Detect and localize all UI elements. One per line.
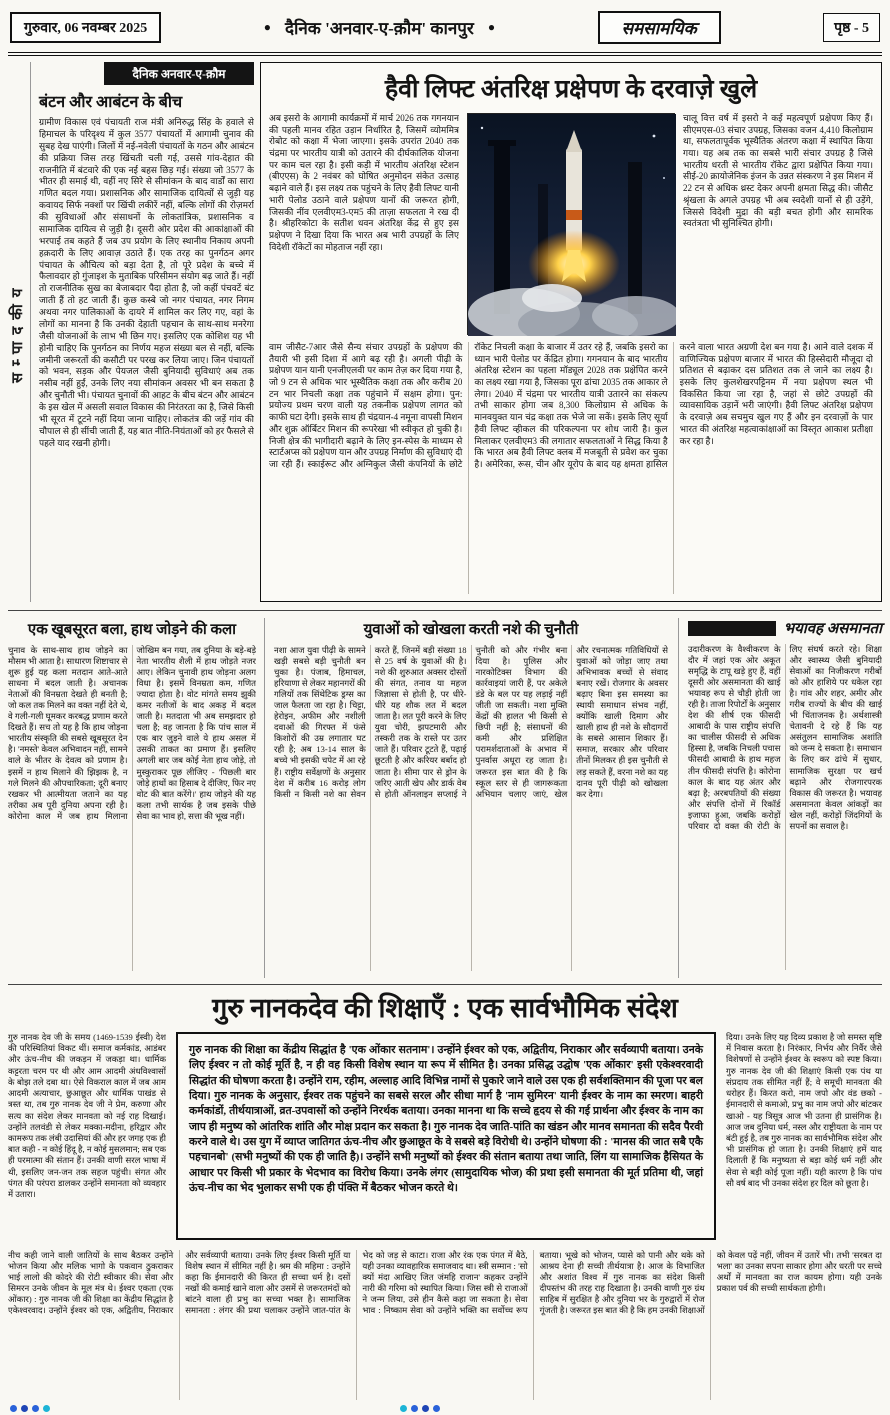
drugs-youth-body: नशा आज युवा पीढ़ी के सामने खड़ी सबसे बड़ी चुनौती बन चुका है। पंजाब, हिमाचल, हरियाणा से लेकर महानगरों की गलियों तक सिंथेटिक ड्रग्स का जाल फैलता जा रहा है। चिट्टा, हेरोइन, अफीम और नशीली दवाओं की गिरफ्त में फंसे किशोरों की उम्र लगातार घट रही है; अब 13-14 साल के बच्चे भी इसकी चपेट में आ रहे हैं। राष्ट्रीय सर्वेक्षणों के अनुसार देश में करीब 16 करोड़ लोग किसी न किसी नशे का सेवन करते हैं, जिनमें बड़ी संख्या 18 से 25 वर्ष के युवाओं की है। नशे की शुरुआत अक्सर दोस्तों की संगत, तनाव या महज जिज्ञासा से होती है, पर धीरे-धीरे यह शौक लत में बदल जाता है। लत पूरी करने के लिए युवा चोरी, झपटमारी और तस्करी तक के रास्ते पर उतर जाते हैं। परिवार टूटते हैं, पढ़ाई छूटती है और करियर बर्बाद हो जाता है। सीमा पार से ड्रोन के जरिए आती खेप और डार्क वेब से होती ऑनलाइन सप्लाई ने चुनौती को और गंभीर बना दिया है। पुलिस और नारकोटिक्स विभाग की कार्रवाइयां जारी हैं, पर अकेले डंडे के बल पर यह लड़ाई नहीं जीती जा सकती। नशा मुक्ति केंद्रों की हालत भी किसी से छिपी नहीं है; संसाधनों की कमी और प्रशिक्षित परामर्शदाताओं के अभाव में पुनर्वास अधूरा रह जाता है। जरूरत इस बात की है कि स्कूल स्तर से ही जागरूकता अभियान चलाए जाएं, खेल और रचनात्मक गतिविधियों से युवाओं को जोड़ा जाए तथा अभिभावक बच्चों से संवाद बनाए रखें। रोजगार के अवसर बढ़ाए बिना इस समस्या का स्थायी समाधान संभव नहीं, क्योंकि खाली दिमाग और खाली हाथ ही नशे के सौदागरों के सबसे आसान शिकार हैं। समाज, सरकार और परिवार तीनों मिलकर ही इस चुनौती से लड़ सकते हैं, वरना नशे का यह दानव पूरी पीढ़ी को खोखला कर देगा। — [274, 645, 668, 799]
inequality-headline: भयावह असमानता — [783, 621, 882, 637]
editorial-article — [8, 62, 254, 602]
masthead-rule — [8, 52, 882, 56]
dot-icon — [411, 1405, 418, 1412]
folded-hands-headline: एक खूबसूरत बला, हाथ जोड़ने की कला — [27, 622, 237, 638]
dot-icon — [400, 1405, 407, 1412]
print-marks-left — [10, 1405, 50, 1412]
date-box: गुरुवार, 06 नवम्बर 2025 — [10, 12, 161, 43]
editorial-content — [30, 62, 254, 602]
drugs-youth-headline: युवाओं को खोखला करती नशे की चुनौती — [363, 622, 579, 638]
bullet-icon: ● — [263, 20, 271, 34]
black-bar — [688, 621, 776, 636]
lead-article — [260, 62, 882, 602]
editorial-headline: बंटन और आबंटन के बीच — [39, 94, 183, 111]
lead-column-right: चालू वित्त वर्ष में इसरो ने कई महत्वपूर्ण प्रक्षेपण किए हैं। सीएमएस-03 संचार उपग्रह, जिसका वजन 4,410 किलोग्राम था, सफलतापूर्वक भूस्थैतिक अंतरण कक्षा में स्थापित किया गया। यह अब तक का सबसे भारी संचार उपग्रह है जिसे भारतीय धरती से भारतीय रॉकेट द्वारा प्रक्षेपित किया गया। सीई-20 क्रायोजेनिक इंजन के उन्नत संस्करण ने इस मिशन में 22 टन से अधिक थ्रस्ट देकर अपनी क्षमता सिद्ध की। जीसैट श्रृंखला के अगले उपग्रह भी अब स्वदेशी यानों से ही उड़ेंगे, जिससे विदेशी मुद्रा की बड़ी बचत होगी और सामरिक स्वतंत्रता भी सुनिश्चित होगी। — [683, 113, 873, 229]
editorial-body: ग्रामीण विकास एवं पंचायती राज मंत्री अनिरुद्ध सिंह के हवाले से हिमाचल के परिदृश्य में कुल 3577 पंचायतों में आगामी चुनाव की सुबह देख पाएंगी। जिलों में नई-नवेली पंचायतों के गठन और आबंटन की प्रक्रिया जिस तरह खिंचती चली गई, उससे गांव-देहात की राजनीति में बंटवारे की एक नई बहस छिड़ गई। संख्या जो 3577 के भीतर ही समाई थी, वहीं नए सिरे से सीमांकन के बाद वार्डों का सारा गणित बदल गया। प्रशासनिक और सामाजिक दायित्वों से जुड़ी यह कवायद सिर्फ नक्शों पर खिंची लकीरें नहीं, बल्कि लोगों की रोज़मर्रा की सुविधाओं और संसाधनों के लोकतांत्रिक, प्रशासनिक व सामाजिक दायित्व से जुड़ी है। दूसरी ओर प्रदेश की आकांक्षाओं की भरपाई तब कहते हैं जब उप प्रयोग के लिए स्थानीय निकाय अपनी हक़दारी के लिए आवाज़ उठाते हैं। एक तरह का पुनर्गठन अगर पंचायत के औचित्य को बड़ा देता है, तो पूरे प्रदेश के बच्चे में फैलावदार हो गुंजाइश के मुताबिक परिसीमन संयोग बढ़ जाते हैं। नहीं तो राजनीतिक सुख का बेजाबदार पैदा होता है, जो कहीं पंचवटें बंट जाती हैं तो हट जाती हैं। कुछ कस्बे जो नगर पंचायत, नगर निगम अथवा नगर पालिकाओं के दायरे में शामिल कर लिए गए, वहां के लोगों का मानना है कि उनकी देहाती पहचान के साथ-साथ मनरेगा जैसी योजनाओं के लाभ भी छिन गए। इसलिए एक कोशिश यह भी होनी चाहिए कि पुनर्गठन का निर्णय महज संख्या बल से नहीं, बल्कि जमीनी जरूरतों की कसौटी पर परख कर लिया जाए। जिन पंचायतों को भवन, सड़क और पेयजल जैसी बुनियादी सुविधाएं अब तक नसीब नहीं हुईं, उनके लिए नया सीमांकन अवसर भी बन सकता है और चुनौती भी। पंचायत चुनावों की आहट के बीच बंटन और आबंटन के इस खेल में असली सवाल विकास की निरंतरता का है, जिसे किसी भी सूरत में टूटने नहीं दिया जाना चाहिए। लोकतंत्र की जड़ें गांव की चौपाल से ही सींची जाती हैं, यह बात नीति-नियंताओं को हर फैसले से पहले याद रखनी होगी। — [39, 117, 254, 448]
page-number-box: पृष्ठ - 5 — [823, 13, 880, 42]
guru-nanak-top-band — [8, 1032, 882, 1240]
article-inequality — [678, 618, 882, 978]
lead-column-left: अब इसरो के आगामी कार्यक्रमों में मार्च 2026 तक गगनयान की पहली मानव रहित उड़ान निर्धारित है, जिसमें व्योममित्र रोबोट को कक्षा में भेजा जाएगा। इसके उपरांत 2040 तक चंद्रमा पर भारतीय यात्री को उतारने की दीर्घकालिक योजना पर काम चल रहा है। इसी कड़ी में भारतीय अंतरिक्ष स्टेशन (बीएएस) के 2 नवंबर को घोषित अनुमोदन संकेत उत्साह बढ़ाने वाले हैं। इस लक्ष्य तक पहुंचने के लिए हैवी लिफ्ट यानी भारी पेलोड उठाने वाले प्रक्षेपण यानों की जरूरत होगी, जिसकी नींव एलवीएम3-एम5 की ताज़ा सफलता ने रख दी है। श्रीहरिकोटा के सतीश धवन अंतरिक्ष केंद्र से हुए इस प्रक्षेपण ने दिखा दिया कि भारत अब भारी उपग्रहों के लिए विदेशी रॉकेटों का मोहताज नहीं रहा। — [269, 113, 459, 252]
article-folded-hands — [8, 618, 256, 978]
guru-left-column: गुरु नानक देव जी के समय (1469-1539 ईस्वी) देश की परिस्थितियां विकट थीं। समाज कर्मकांड, आडंबर और ऊंच-नीच की जकड़न में जकड़ा था। धार्मिक कट्टरता चरम पर थी और आम आदमी अंधविश्वासों के बोझ तले दबा था। ऐसे विकराल काल में जब आम आदमी अत्याचार, छुआछूत और धार्मिक पाखंड से त्रस्त था, तब गुरु नानक देव जी ने प्रेम, करुणा और सत्य का संदेश लेकर मानवता को नई राह दिखाई। उन्होंने तलवंडी से लेकर मक्का-मदीना, हरिद्वार और कामरूप तक लंबी उदासियां कीं और हर जगह एक ही बात कही - न कोई हिंदू है, न कोई मुसलमान; सब एक ही परमात्मा की संतान हैं। उनकी वाणी सरल भाषा में थी, इसलिए जन-जन तक सहज पहुंची। संगत और पंगत की परंपरा डालकर उन्होंने समानता को व्यवहार में उतारा। — [8, 1032, 166, 1200]
article-drugs-youth — [264, 618, 668, 978]
lead-top-band — [269, 113, 873, 335]
masthead — [10, 8, 880, 46]
print-marks-center — [400, 1405, 440, 1412]
folded-hands-body: चुनाव के साथ-साथ हाथ जोड़ने का मौसम भी आता है। साधारण शिष्टाचार से शुरू हुई यह कला मतदान आते-आते साधना में बदल जाती है। अचानक नेताओं की विनम्रता देखते ही बनती है; जो कल तक मिलने का वक्त नहीं देते थे, वे गली-गली घूमकर करबद्ध प्रणाम करते दिखते हैं। सच तो यह है कि हाथ जोड़ना भारतीय संस्कृति की सबसे खूबसूरत देन है। 'नमस्ते' केवल अभिवादन नहीं, सामने वाले के भीतर के देवत्व को प्रणाम है। इसमें न हाथ मिलाने की झिझक है, न गले मिलने की औपचारिकता; दूरी बनाए रखकर भी आत्मीयता जताने का यह तरीका अब पूरी दुनिया अपना रही है। कोरोना काल में जब हाथ मिलाना जोखिम बन गया, तब दुनिया के बड़े-बड़े नेता भारतीय शैली में हाथ जोड़ते नजर आए। लेकिन चुनावी हाथ जोड़ना अलग विधा है। इसमें विनम्रता कम, गणित ज्यादा होता है। वोट मांगते समय झुकी कमर नतीजों के बाद अकड़ में बदल जाती है। मतदाता भी अब समझदार हो चला है; वह जानता है कि पांच साल में एक बार जुड़ने वाले ये हाथ असल में उसकी ताकत का प्रमाण हैं। इसलिए अगली बार जब कोई नेता हाथ जोड़े, तो मुस्कुराकर पूछ लीजिए - 'पिछली बार जोड़े हाथों का हिसाब दे दीजिए, फिर नए वोट की बात करेंगे।' हाथ जोड़ने की यह कला तभी सार्थक है जब इसके पीछे सेवा का भाव हो, सत्ता की भूख नहीं। — [8, 645, 256, 821]
guru-intro-box: गुरु नानक की शिक्षा का केंद्रीय सिद्धांत है 'एक ओंकार सतनाम'। उन्होंने ईश्वर को एक, अद्वितीय, निराकार और सर्वव्यापी बताया। उनके लिए ईश्वर न तो कोई मूर्ति है, न ही वह किसी विशेष स्थान या रूप में सीमित है। उनका प्रसिद्ध उद्घोष 'एक ओंकार' इसी एकेश्वरवादी सिद्धांत की घोषणा करता है। उन्होंने राम, रहीम, अल्लाह आदि विभिन्न नामों से पुकारे जाने वाले उस एक ही सर्वशक्तिमान की पूजा पर बल दिया। गुरु नानक के अनुसार, ईश्वर तक पहुंचने का सबसे सरल और सीधा मार्ग है 'नाम सुमिरन' यानी ईश्वर के नाम का स्मरण। बाहरी कर्मकांडों, तीर्थयात्राओं, व्रत-उपवासों को उन्होंने निरर्थक बताया। उनका मानना था कि सच्चे हृदय से की गई प्रार्थना और ईश्वर के नाम का जाप ही मनुष्य को आंतरिक शांति और मोक्ष प्रदान कर सकता है। गुरु नानक देव जाति-पांति का खंडन और मानव समानता की सदैव पैरवी करने वाले थे। उस युग में व्याप्त जातिगत ऊंच-नीच और छुआछूत के वे सबसे बड़े विरोधी थे। उन्होंने घोषणा की : 'मानस की जात सबै एकै पहचानबो' (सभी मनुष्यों की एक ही जाति है)। उन्होंने सभी मनुष्यों को ईश्वर की संतान बताया तथा जाति, लिंग या सामाजिक हैसियत के आधार पर किसी भी प्रकार के भेदभाव का विरोध किया। उनके लंगर (सामुदायिक भोज) की प्रथा इसी समानता की मूर्त प्रतिमा थी, जहां ऊंच-नीच का भेद भुलाकर सभी एक ही पंक्ति में बैठकर भोजन करते थे। — [176, 1032, 716, 1240]
dot-icon — [422, 1405, 429, 1412]
editorial-masthead-box: दैनिक अनवार-ए-क़ौम — [104, 62, 254, 85]
guru-right-column: दिया। उनके लिए यह दिव्य प्रकाश है जो समस्त सृष्टि में निवास करता है। निरंकार, निर्भय और निर्वैर जैसे विशेषणों से उन्होंने ईश्वर के स्वरूप को स्पष्ट किया। गुरु नानक देव जी की शिक्षाएं किसी एक पंथ या संप्रदाय तक सीमित नहीं हैं; वे समूची मानवता की धरोहर हैं। किरत करो, नाम जपो और वंड छको - ईमानदारी से कमाओ, प्रभु का नाम जपो और बांटकर खाओ - यह त्रिसूत्र आज भी उतना ही प्रासंगिक है। आज जब दुनिया धर्म, नस्ल और राष्ट्रीयता के नाम पर बंटी हुई है, तब गुरु नानक का सार्वभौमिक संदेश और भी प्रासंगिक हो जाता है। उनकी शिक्षाएं हमें याद दिलाती हैं कि मनुष्यता से बड़ा कोई धर्म नहीं और सेवा से बड़ी कोई पूजा नहीं। यही कारण है कि पांच सौ वर्ष बाद भी उनका संदेश हर दिल को छूता है। — [726, 1032, 882, 1188]
dot-icon — [433, 1405, 440, 1412]
dot-icon — [21, 1405, 28, 1412]
dot-icon — [43, 1405, 50, 1412]
bullet-icon: ● — [487, 20, 496, 34]
paper-title: दैनिक 'अनवार-ए-क़ौम' कानपुर — [284, 18, 474, 38]
paper-name — [264, 16, 495, 39]
section-divider — [8, 984, 882, 985]
lead-headline: हैवी लिफ्ट अंतरिक्ष प्रक्षेपण के दरवाज़े खुले — [384, 76, 758, 103]
section-box: समसामयिक — [598, 11, 721, 44]
dot-icon — [10, 1405, 17, 1412]
guru-nanak-headline: गुरु नानकदेव की शिक्षाएँ : एक सार्वभौमिक संदेश — [212, 993, 678, 1023]
dot-icon — [32, 1405, 39, 1412]
inequality-body: उदारीकरण के वैश्वीकरण के दौर में जहां एक ओर अकूत समृद्धि के टापू खड़े हुए हैं, वहीं दूसरी ओर असमानता की खाई भयावह रूप से चौड़ी होती जा रही है। ताजा रिपोर्टों के अनुसार देश की शीर्ष एक फीसदी आबादी के पास राष्ट्रीय संपत्ति का चालीस फीसदी से अधिक हिस्सा है, जबकि निचली पचास फीसदी आबादी के हाथ महज तीन फीसदी संपत्ति है। कोरोना काल के बाद यह अंतर और बढ़ा है; अरबपतियों की संख्या और संपत्ति दोनों में रिकॉर्ड इजाफा हुआ, जबकि करोड़ों परिवार दो वक्त की रोटी के लिए संघर्ष करते रहे। शिक्षा और स्वास्थ्य जैसी बुनियादी सेवाओं का निजीकरण गरीबों को और हाशिये पर धकेल रहा है। गांव और शहर, अमीर और गरीब राज्यों के बीच की खाई भी चिंताजनक है। अर्थशास्त्री चेतावनी दे रहे हैं कि यह असंतुलन सामाजिक अशांति को जन्म दे सकता है। समाधान के लिए कर ढांचे में सुधार, सामाजिक सुरक्षा पर खर्च बढ़ाने और रोजगारपरक विकास की जरूरत है। भयावह असमानता केवल आंकड़ों का खेल नहीं, करोड़ों जिंदगियों के सपनों का सवाल है। — [688, 644, 882, 831]
lead-body: वाम जीसैट-7आर जैसे सैन्य संचार उपग्रहों के प्रक्षेपण की तैयारी भी इसी दिशा में आगे बढ़ रही है। अगली पीढ़ी के प्रक्षेपण यान यानी एनजीएलवी पर काम तेज़ कर दिया गया है, जो 9 टन से अधिक भार भूस्थैतिक कक्षा तक और करीब 20 टन भार निचली कक्षा तक पहुंचाने में सक्षम होगा। पुन: प्रयोज्य प्रथम चरण वाली यह तकनीक प्रक्षेपण लागत को काफी घटा देगी। इसके साथ ही चंद्रयान-4 नमूना वापसी मिशन और शुक्र ऑर्बिटर मिशन की रूपरेखा भी स्वीकृत हो चुकी है। निजी क्षेत्र की भागीदारी बढ़ाने के लिए इन-स्पेस के माध्यम से स्टार्टअप्स को प्रक्षेपण यान और उपग्रह निर्माण की सुविधाएं दी जा रही हैं। स्काईरूट और अग्निकुल जैसी कंपनियों के छोटे रॉकेट निचली कक्षा के बाजार में उतर रहे हैं, जबकि इसरो का ध्यान भारी पेलोड पर केंद्रित होगा। गगनयान के बाद भारतीय अंतरिक्ष स्टेशन का पहला मॉड्यूल 2028 तक प्रक्षेपित करने का लक्ष्य रखा गया है, जिसका पूरा ढांचा 2035 तक आकार ले लेगा। 2040 में चंद्रमा पर भारतीय यात्री उतारने का संकल्प तभी साकार होगा जब 8,300 किलोग्राम से अधिक के मानवयुक्त यान चंद्र कक्षा तक भेजे जा सकें। इसके लिए सूर्या हैवी लिफ्ट व्हीकल की परिकल्पना पर शोध जारी है। कुल मिलाकर एलवीएम3 की लगातार सफलताओं ने सिद्ध किया है कि भारत अब हैवी लिफ्ट क्लब में मजबूती से प्रवेश कर चुका है। अमेरिका, रूस, चीन और यूरोप के बाद यह क्षमता हासिल करने वाला भारत अग्रणी देश बन गया है। आने वाले दशक में वाणिज्यिक प्रक्षेपण बाजार में भारत की हिस्सेदारी मौजूदा दो प्रतिशत से बढ़ाकर दस प्रतिशत तक ले जाने का लक्ष्य है। इसके लिए कुलशेखरपट्टिनम में नया प्रक्षेपण स्थल भी विकसित किया जा रहा है, जहां से छोटे उपग्रहों की व्यावसायिक उड़ानें भरी जाएंगी। हैवी लिफ्ट अंतरिक्ष प्रक्षेपण के दरवाज़े अब सचमुच खुल गए हैं और इन दरवाज़ों के पार भारत की अंतरिक्ष महत्वाकांक्षाओं का विस्तृत आकाश प्रतीक्षा कर रहा है। — [269, 342, 873, 469]
rocket-launch-photo — [467, 113, 675, 335]
guru-bottom-columns: नीच कही जाने वाली जातियों के साथ बैठकर उन्होंने भोजन किया और मलिक भागो के पकवान ठुकराकर भाई लालो की कोदरे की रोटी स्वीकार की। सेवा और सिमरन उनके जीवन के मूल मंत्र थे। ईश्वर एकता (एक ओंकार) : गुरु नानक जी की शिक्षा का केंद्रीय सिद्धांत है एकेश्वरवाद। उन्होंने ईश्वर को एक, अद्वितीय, निराकार और सर्वव्यापी बताया। उनके लिए ईश्वर किसी मूर्ति या विशेष स्थान में सीमित नहीं है। श्रम की महिमा : उन्होंने कहा कि ईमानदारी की किरत ही सच्चा धर्म है। दसों नखों की कमाई खाने वाला और उसमें से जरूरतमंदों को बांटने वाला ही प्रभु का सच्चा भक्त है। सामाजिक समानता : लंगर की प्रथा चलाकर उन्होंने जात-पांत के भेद को जड़ से काटा। राजा और रंक एक पंगत में बैठे, यही उनका व्यावहारिक समाजवाद था। स्त्री सम्मान : 'सो क्यों मंदा आखिए जित जंमहि राजान' कहकर उन्होंने नारी की गरिमा को स्थापित किया। जिस स्त्री से राजाओं ने जन्म लिया, उसे हीन कैसे कहा जा सकता है। सेवा भाव : निष्काम सेवा को उन्होंने भक्ति का सर्वोच्च रूप बताया। भूखे को भोजन, प्यासे को पानी और थके को आश्रय देना ही सच्ची तीर्थयात्रा है। आज के विभाजित और अशांत विश्व में गुरु नानक का संदेश किसी दीपस्तंभ की तरह राह दिखाता है। उनकी वाणी गुरु ग्रंथ साहिब में सुरक्षित है और दुनिया भर के गुरुद्वारों में रोज गूंजती है। जरूरत इस बात की है कि हम उनकी शिक्षाओं को केवल पढ़ें नहीं, जीवन में उतारें भी। तभी 'सरबत दा भला' का उनका सपना साकार होगा और धरती पर सच्चे अर्थों में मानवता का राज कायम होगा। यही उनके प्रकाश पर्व की सच्ची सार्थकता होगी। — [8, 1250, 882, 1316]
section-divider — [8, 610, 882, 611]
editorial-vertical-label: सम्पादकीय — [10, 281, 26, 383]
inequality-header — [688, 618, 882, 638]
